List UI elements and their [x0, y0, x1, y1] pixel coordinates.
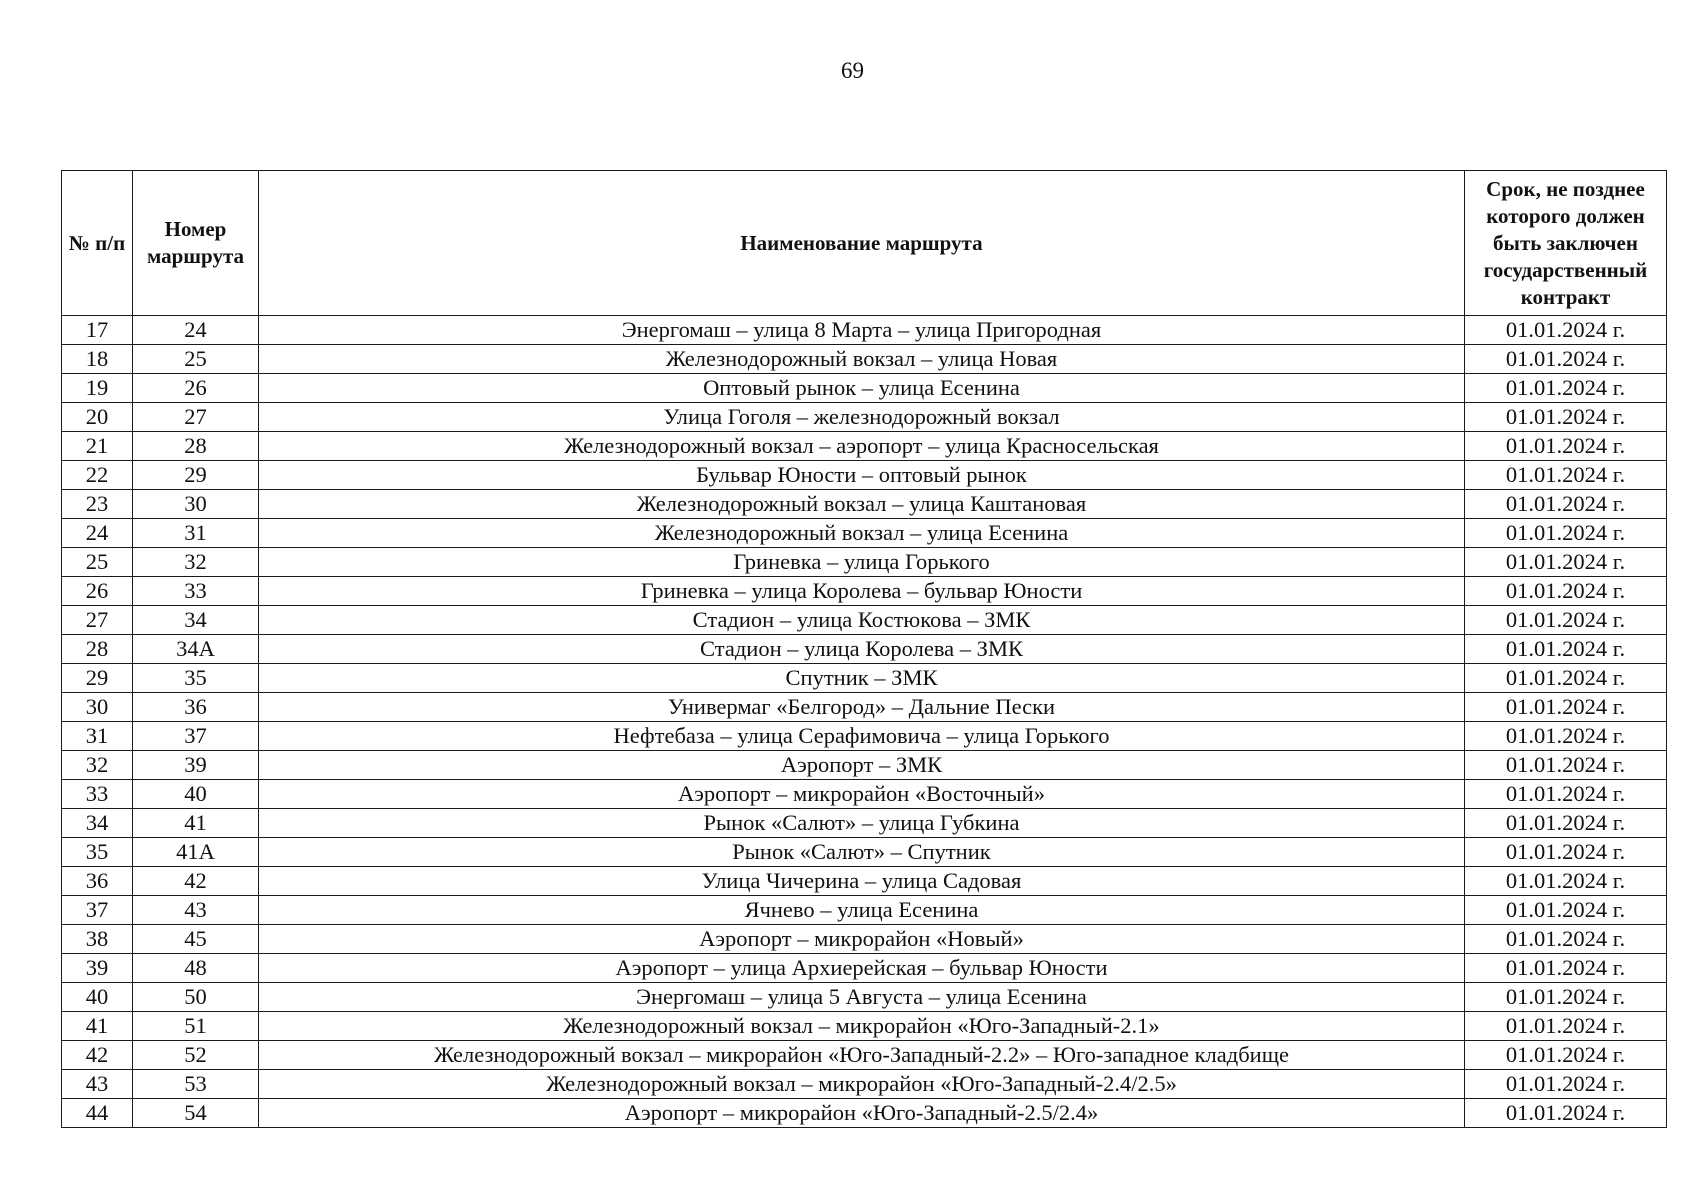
cell-route-name: Железнодорожный вокзал – аэропорт – улица Красносельская — [259, 432, 1465, 461]
cell-num: 34 — [62, 809, 133, 838]
cell-num: 27 — [62, 606, 133, 635]
cell-deadline: 01.01.2024 г. — [1465, 635, 1667, 664]
cell-deadline: 01.01.2024 г. — [1465, 519, 1667, 548]
cell-num: 35 — [62, 838, 133, 867]
routes-table — [61, 170, 1667, 1128]
header-route-number: Номер маршрута — [133, 171, 259, 316]
table-row — [62, 664, 1667, 693]
table-header — [62, 171, 1667, 316]
table-row — [62, 635, 1667, 664]
table-row — [62, 838, 1667, 867]
cell-num: 38 — [62, 925, 133, 954]
cell-route-number: 32 — [133, 548, 259, 577]
cell-route-number: 39 — [133, 751, 259, 780]
table-row — [62, 548, 1667, 577]
cell-route-name: Спутник – ЗМК — [259, 664, 1465, 693]
cell-route-name: Железнодорожный вокзал – микрорайон «Юго-Западный-2.4/2.5» — [259, 1070, 1465, 1099]
cell-num: 36 — [62, 867, 133, 896]
cell-route-name: Улица Чичерина – улица Садовая — [259, 867, 1465, 896]
cell-num: 37 — [62, 896, 133, 925]
header-route-name: Наименование маршрута — [259, 171, 1465, 316]
cell-deadline: 01.01.2024 г. — [1465, 577, 1667, 606]
table-row — [62, 374, 1667, 403]
cell-route-number: 31 — [133, 519, 259, 548]
table-row — [62, 316, 1667, 345]
cell-route-name: Бульвар Юности – оптовый рынок — [259, 461, 1465, 490]
cell-route-name: Аэропорт – улица Архиерейская – бульвар Юности — [259, 954, 1465, 983]
cell-deadline: 01.01.2024 г. — [1465, 548, 1667, 577]
cell-num: 29 — [62, 664, 133, 693]
cell-route-number: 34А — [133, 635, 259, 664]
cell-route-name: Гриневка – улица Королева – бульвар Юности — [259, 577, 1465, 606]
cell-route-number: 37 — [133, 722, 259, 751]
cell-route-name: Оптовый рынок – улица Есенина — [259, 374, 1465, 403]
cell-route-number: 52 — [133, 1041, 259, 1070]
cell-route-name: Нефтебаза – улица Серафимовича – улица Горького — [259, 722, 1465, 751]
cell-route-name: Гриневка – улица Горького — [259, 548, 1465, 577]
cell-num: 32 — [62, 751, 133, 780]
cell-num: 41 — [62, 1012, 133, 1041]
cell-route-name: Универмаг «Белгород» – Дальние Пески — [259, 693, 1465, 722]
cell-deadline: 01.01.2024 г. — [1465, 780, 1667, 809]
cell-deadline: 01.01.2024 г. — [1465, 693, 1667, 722]
cell-deadline: 01.01.2024 г. — [1465, 374, 1667, 403]
cell-num: 26 — [62, 577, 133, 606]
table-row — [62, 432, 1667, 461]
cell-route-number: 40 — [133, 780, 259, 809]
cell-deadline: 01.01.2024 г. — [1465, 432, 1667, 461]
cell-route-number: 41А — [133, 838, 259, 867]
cell-route-number: 26 — [133, 374, 259, 403]
table-row — [62, 490, 1667, 519]
table-row — [62, 403, 1667, 432]
page-number: 69 — [841, 58, 864, 83]
cell-route-number: 28 — [133, 432, 259, 461]
table-row — [62, 345, 1667, 374]
cell-deadline: 01.01.2024 г. — [1465, 461, 1667, 490]
cell-route-name: Аэропорт – микрорайон «Юго-Западный-2.5/2.4» — [259, 1099, 1465, 1128]
cell-route-name: Железнодорожный вокзал – микрорайон «Юго-Западный-2.1» — [259, 1012, 1465, 1041]
cell-deadline: 01.01.2024 г. — [1465, 954, 1667, 983]
cell-route-number: 30 — [133, 490, 259, 519]
cell-route-number: 24 — [133, 316, 259, 345]
cell-deadline: 01.01.2024 г. — [1465, 722, 1667, 751]
cell-num: 17 — [62, 316, 133, 345]
table-row — [62, 751, 1667, 780]
cell-route-name: Железнодорожный вокзал – микрорайон «Юго-Западный-2.2» – Юго-западное кладбище — [259, 1041, 1465, 1070]
cell-route-number: 48 — [133, 954, 259, 983]
cell-route-name: Рынок «Салют» – улица Губкина — [259, 809, 1465, 838]
cell-num: 25 — [62, 548, 133, 577]
table-row — [62, 867, 1667, 896]
table-row — [62, 780, 1667, 809]
cell-route-name: Железнодорожный вокзал – улица Есенина — [259, 519, 1465, 548]
table-row — [62, 925, 1667, 954]
table-row — [62, 519, 1667, 548]
cell-deadline: 01.01.2024 г. — [1465, 1041, 1667, 1070]
cell-deadline: 01.01.2024 г. — [1465, 1070, 1667, 1099]
cell-deadline: 01.01.2024 г. — [1465, 316, 1667, 345]
cell-route-number: 43 — [133, 896, 259, 925]
cell-route-number: 36 — [133, 693, 259, 722]
cell-route-number: 54 — [133, 1099, 259, 1128]
table-body — [62, 316, 1667, 1128]
cell-num: 20 — [62, 403, 133, 432]
cell-route-name: Железнодорожный вокзал – улица Новая — [259, 345, 1465, 374]
table-row — [62, 1012, 1667, 1041]
cell-deadline: 01.01.2024 г. — [1465, 983, 1667, 1012]
cell-deadline: 01.01.2024 г. — [1465, 403, 1667, 432]
cell-num: 43 — [62, 1070, 133, 1099]
cell-deadline: 01.01.2024 г. — [1465, 606, 1667, 635]
cell-num: 40 — [62, 983, 133, 1012]
cell-route-number: 50 — [133, 983, 259, 1012]
cell-route-name: Рынок «Салют» – Спутник — [259, 838, 1465, 867]
cell-route-number: 33 — [133, 577, 259, 606]
cell-route-number: 51 — [133, 1012, 259, 1041]
cell-route-number: 35 — [133, 664, 259, 693]
cell-deadline: 01.01.2024 г. — [1465, 1012, 1667, 1041]
header-num: № п/п — [62, 171, 133, 316]
cell-route-number: 29 — [133, 461, 259, 490]
cell-deadline: 01.01.2024 г. — [1465, 809, 1667, 838]
cell-deadline: 01.01.2024 г. — [1465, 1099, 1667, 1128]
cell-deadline: 01.01.2024 г. — [1465, 664, 1667, 693]
header-deadline: Срок, не позднее которого должен быть заключен государственный контракт — [1465, 171, 1667, 316]
cell-num: 30 — [62, 693, 133, 722]
cell-route-name: Ячнево – улица Есенина — [259, 896, 1465, 925]
cell-route-name: Улица Гоголя – железнодорожный вокзал — [259, 403, 1465, 432]
table-row — [62, 577, 1667, 606]
cell-route-name: Аэропорт – микрорайон «Восточный» — [259, 780, 1465, 809]
cell-route-number: 45 — [133, 925, 259, 954]
table-row — [62, 1041, 1667, 1070]
cell-num: 21 — [62, 432, 133, 461]
table-row — [62, 1099, 1667, 1128]
cell-route-number: 27 — [133, 403, 259, 432]
cell-num: 33 — [62, 780, 133, 809]
cell-route-number: 53 — [133, 1070, 259, 1099]
table-row — [62, 606, 1667, 635]
cell-num: 28 — [62, 635, 133, 664]
cell-route-number: 34 — [133, 606, 259, 635]
cell-num: 18 — [62, 345, 133, 374]
cell-num: 24 — [62, 519, 133, 548]
table-row — [62, 954, 1667, 983]
table-row — [62, 722, 1667, 751]
table-row — [62, 896, 1667, 925]
cell-deadline: 01.01.2024 г. — [1465, 925, 1667, 954]
header-row — [62, 171, 1667, 316]
cell-num: 22 — [62, 461, 133, 490]
cell-route-name: Стадион – улица Королева – ЗМК — [259, 635, 1465, 664]
table-row — [62, 809, 1667, 838]
cell-deadline: 01.01.2024 г. — [1465, 896, 1667, 925]
cell-num: 42 — [62, 1041, 133, 1070]
cell-route-name: Аэропорт – микрорайон «Новый» — [259, 925, 1465, 954]
cell-route-number: 41 — [133, 809, 259, 838]
cell-route-number: 25 — [133, 345, 259, 374]
table-row — [62, 693, 1667, 722]
cell-route-name: Железнодорожный вокзал – улица Каштановая — [259, 490, 1465, 519]
table-row — [62, 983, 1667, 1012]
cell-deadline: 01.01.2024 г. — [1465, 838, 1667, 867]
cell-num: 39 — [62, 954, 133, 983]
table-row — [62, 461, 1667, 490]
cell-route-number: 42 — [133, 867, 259, 896]
cell-deadline: 01.01.2024 г. — [1465, 345, 1667, 374]
cell-num: 31 — [62, 722, 133, 751]
cell-route-name: Энергомаш – улица 8 Марта – улица Пригородная — [259, 316, 1465, 345]
cell-deadline: 01.01.2024 г. — [1465, 751, 1667, 780]
cell-deadline: 01.01.2024 г. — [1465, 490, 1667, 519]
table-row — [62, 1070, 1667, 1099]
cell-num: 44 — [62, 1099, 133, 1128]
cell-route-name: Аэропорт – ЗМК — [259, 751, 1465, 780]
cell-route-name: Энергомаш – улица 5 Августа – улица Есенина — [259, 983, 1465, 1012]
cell-route-name: Стадион – улица Костюкова – ЗМК — [259, 606, 1465, 635]
cell-num: 23 — [62, 490, 133, 519]
cell-num: 19 — [62, 374, 133, 403]
cell-deadline: 01.01.2024 г. — [1465, 867, 1667, 896]
